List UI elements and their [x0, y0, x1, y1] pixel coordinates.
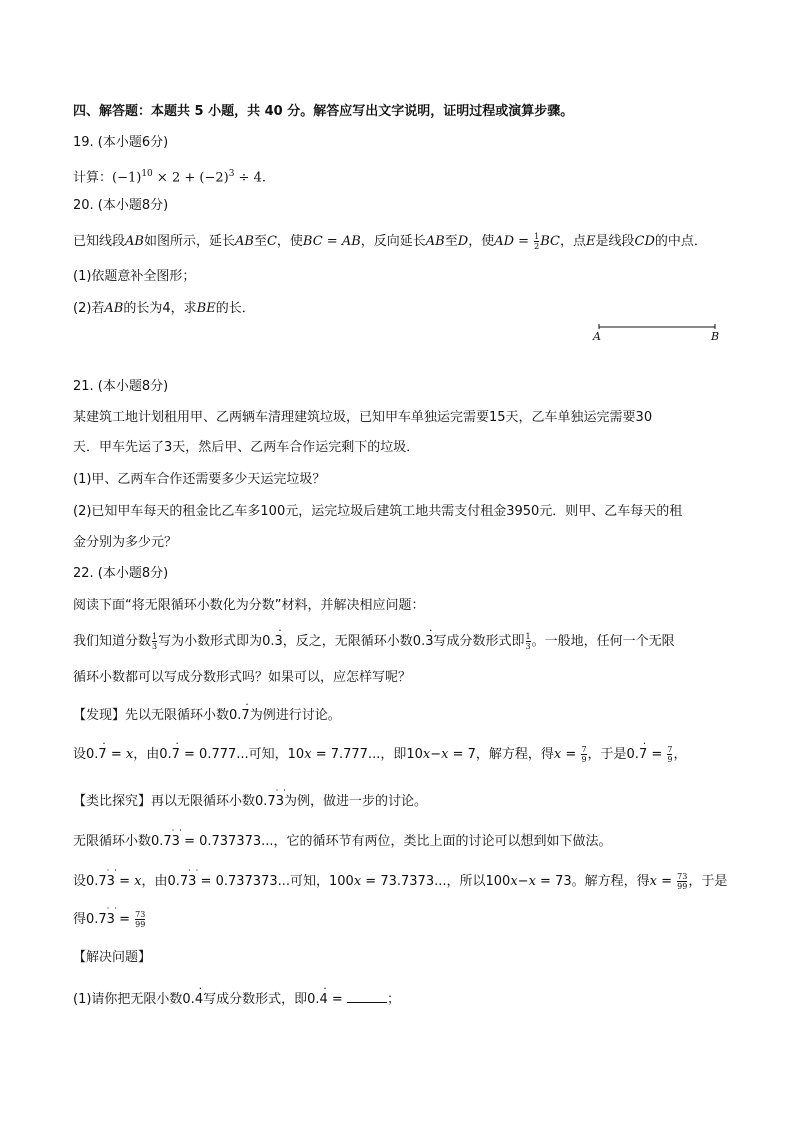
q21-heading: 21. (本小题8分): [73, 379, 169, 394]
q22-analog: 【类比探究】再以无限循环小数0.· · 73为例，做进一步的讨论。: [73, 792, 427, 812]
q22-intro: 阅读下面“将无限循环小数化为分数”材料，并解决相应问题：: [73, 598, 425, 613]
q21-line2: 天．甲车先运了3天，然后甲、乙两车合作运完剩下的垃圾．: [73, 440, 420, 455]
q20-part2: (2)若AB的长为4，求BE的长．: [73, 301, 255, 316]
q22-solve-tag: 【解决问题】: [73, 950, 152, 965]
q19-heading: 19. (本小题6分): [73, 135, 169, 150]
q22-analog-result: 得0.· · 73 = $\frac{73}{99}$: [73, 910, 146, 930]
q20-heading: 20. (本小题8分): [73, 198, 169, 213]
q20-part1: (1)依题意补全图形；: [73, 269, 196, 284]
q21-line1: 某建筑工地计划租用甲、乙两辆车清理建筑垃圾，已知甲车单独运完需要15天，乙车单独运完需要30: [73, 410, 653, 425]
point-a-label: A: [593, 330, 601, 343]
q21-part2-line1: (2)已知甲车每天的租金比乙车多100元，运完垃圾后建筑工地共需支付租金3950元．则甲、乙车每天的租: [73, 504, 683, 519]
q22-analog-derivation: 设0.· · 73 = x，由0.· · 73 = 0.737373...可知，100x = 73.7373...，所以100x−x = 73。解方程，得x = $\frac{73}{99}$ ，于是: [73, 872, 727, 892]
q21-part2-line2: 金分别为多少元？: [73, 535, 178, 550]
q22-analog-line: 无限循环小数0.· · 73 = 0.737373...，它的循环节有两位，类比上面的讨论可以想到如下做法。: [73, 832, 612, 852]
q22-find: 【发现】先以无限循环小数0.· 7为例进行讨论。: [73, 706, 341, 726]
q22-part1: (1)请你把无限小数0.· 4写成分数形式，即0.· 4 = ；: [73, 990, 400, 1010]
q22-para1-line1: 我们知道分数 $\frac{1}{3}$ 写为小数形式即为0.· 3，反之，无限循环小数0.· 3写成分数形式即 $\frac{1}{3}$ 。一般地，任何一个无限: [73, 632, 675, 652]
answer-blank[interactable]: [347, 990, 387, 1003]
q20-statement: 已知线段AB如图所示，延长AB至C，使BC = AB，反向延长AB至D，使AD = $\frac{1}{2}$ BC，点E是线段CD的中点．: [73, 232, 707, 251]
q22-heading: 22. (本小题8分): [73, 566, 169, 581]
point-b-label: B: [711, 330, 720, 343]
q22-find-derivation: 设0.· 7 = x，由0.· 7 = 0.777...可知，10x = 7.777...，即10x−x = 7，解方程，得x = $\frac{7}{9}$ ，于是0.· 7 = $\frac{7}{9}$ ，: [73, 745, 687, 765]
section-header: 四、解答题：本题共 5 小题，共 40 分。解答应写出文字说明，证明过程或演算步骤。: [73, 104, 574, 119]
q19-expression: 计算：$(-1)^{10} \times 2 + (-2)^3 \div 4$.: [73, 169, 266, 186]
q21-part1: (1)甲、乙两车合作还需要多少天运完垃圾？: [73, 472, 326, 487]
segment-ab-figure: [598, 324, 716, 340]
q22-para1-line2: 循环小数都可以写成分数形式吗？如果可以，应怎样写呢？: [73, 670, 412, 685]
